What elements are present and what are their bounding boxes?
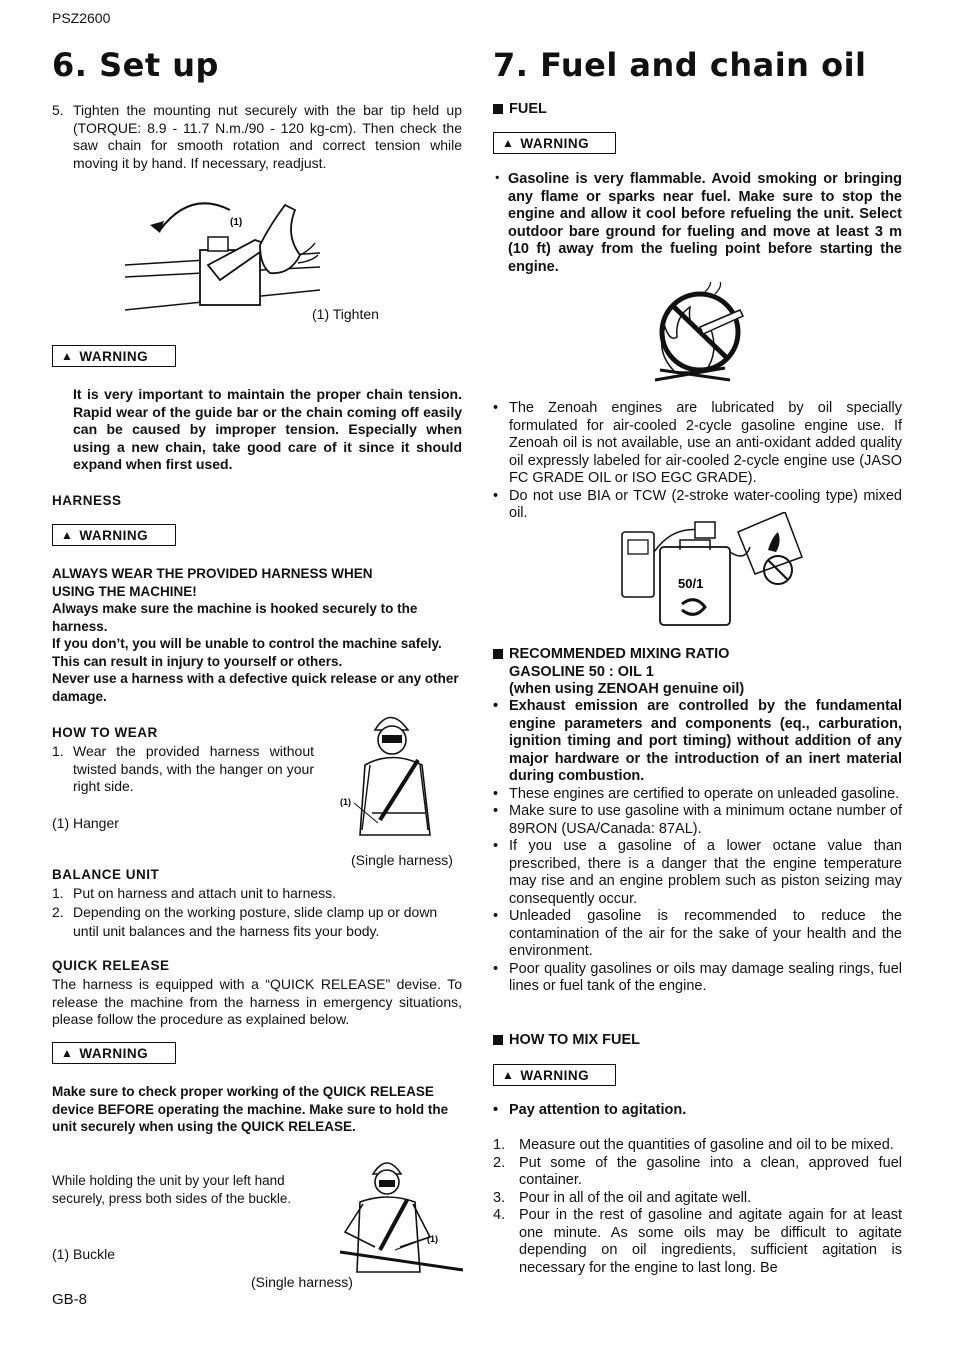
step-text: Wear the provided harness without twisted bands, with the hanger on your right side.: [73, 743, 314, 794]
quick-release-text: The harness is equipped with a “QUICK RELEASE” devise. To release the machine from the harness in emergency situations, please follow the procedure as explained below.: [52, 976, 462, 1027]
harness-warning-text: [52, 565, 462, 705]
step-text: Pour in the rest of gasoline and agitate again for at least one minute. As some oils may be difficult to agitate depending on oil ingredients, sufficient agitation is necessary for the engine to last long. Be: [519, 1207, 902, 1276]
fuel-heading-text: FUEL: [509, 101, 547, 117]
harness-figure-caption: (Single harness): [351, 852, 453, 868]
how-to-wear-step: [52, 743, 314, 796]
hanger-callout: (1): [340, 797, 351, 807]
warning-badge: [52, 345, 176, 367]
fuel-warning: [490, 171, 902, 276]
mix-bullet-text: If you use a gasoline of a lower octane value than prescribed, there is a danger that the engine temperature may rise and an engine problem such as piston seizing may consequently occur.: [509, 838, 902, 907]
step-5: [52, 102, 462, 172]
quick-release-warning: Make sure to check proper working of the QUICK RELEASE device BEFORE operating the machine. Make sure to hold the unit securely when using the QUICK RELEASE.: [52, 1084, 449, 1134]
step-number: 2.: [52, 903, 64, 920]
quick-release-heading: QUICK RELEASE: [52, 958, 170, 973]
hanger-caption: (1) Hanger: [52, 815, 119, 831]
quick-release-figure-caption: (Single harness): [251, 1274, 353, 1290]
step-number: 1.: [52, 743, 64, 759]
mixing-ratio-value: GASOLINE 50 : OIL 1: [509, 663, 654, 680]
balance-unit-heading: BALANCE UNIT: [52, 867, 160, 882]
square-bullet-icon: [493, 104, 503, 114]
how-to-mix-heading: [493, 1032, 640, 1048]
model-number: PSZ2600: [52, 10, 111, 26]
mixing-bullets: • Exhaust emission are controlled by the fundamental engine parameters and components (eq., carburation, ignition timing and port timing) without addition of any major hardware or the introduction of an inert material during combustion. • These engines are certified to operate on unleaded gasoline. • Make sure to use gasoline with a minimum octane number of 89RON (USA/Canada: 87AL). • If you use a gasoline of a lower octane value than prescribed, there is a danger that the engine temperature may rise and an engine problem such as piston seizing may consequently occur. • Unleaded gasoline is recommended to reduce the contamination of the air for the sake of your health and the environment. • Poor quality gasolines or oils may damage sealing rings, fuel lines or fuel tank of the engine.: [493, 698, 902, 994]
step-text: Depending on the working posture, slide clamp up or down until unit balances and the harness fits your body.: [73, 903, 438, 939]
tighten-callout: (1): [230, 217, 243, 228]
mix-steps: [493, 1137, 902, 1277]
warning-triangle-icon: ▲: [502, 136, 515, 150]
warning-label: WARNING: [520, 135, 590, 151]
step-number: 5.: [52, 102, 64, 118]
harness-warning-line: Never use a harness with a defective quick release or any other damage.: [52, 671, 459, 704]
warning-label: WARNING: [79, 1045, 149, 1061]
mixing-ratio-heading: [493, 646, 744, 699]
square-bullet-icon: [493, 649, 503, 659]
fuel-warning-text: Gasoline is very flammable. Avoid smoking or bringing any flame or sparks near fuel. Make sure to stop the engine and allow it cool before refueling the unit. Select outdoor bare ground for fueling and move at least 3 m (10 ft) away from the fueling point before starting the engine.: [508, 171, 902, 275]
step-text: Measure out the quantities of gasoline and oil to be mixed.: [519, 1137, 894, 1153]
step-text: Put on harness and attach unit to harness.: [73, 885, 337, 901]
mix-ratio-label: 50/1: [678, 576, 704, 591]
mix-bullet-text: Unleaded gasoline is recommended to reduce the contamination of the air for the sake of your health and the environment.: [509, 908, 902, 959]
mix-bullet-text: Poor quality gasolines or oils may damage sealing rings, fuel lines or fuel tank of the engine.: [509, 960, 902, 994]
tighten-caption: (1) Tighten: [312, 306, 379, 322]
square-bullet-icon: [493, 1035, 503, 1045]
step-number: 4.: [493, 1207, 506, 1223]
step-number: 1.: [493, 1137, 506, 1153]
buckle-caption: (1) Buckle: [52, 1246, 116, 1262]
emission-bullet-text: Exhaust emission are controlled by the fundamental engine parameters and components (eq., carburation, ignition timing and port timing) without addition of any major hardware or the introduction of an inert material during combustion.: [509, 698, 902, 784]
oil-bullet-text: Do not use BIA or TCW (2-stroke water-cooling type) mixed oil.: [509, 487, 902, 521]
how-to-wear-heading: HOW TO WEAR: [52, 725, 158, 740]
mix-bullet-text: These engines are certified to operate on unleaded gasoline.: [509, 785, 900, 802]
section-title-setup: 6. Set up: [52, 46, 219, 84]
harness-warning-line: ALWAYS WEAR THE PROVIDED HARNESS WHEN USING THE MACHINE!: [52, 566, 373, 599]
tighten-nut-illustration: [120, 185, 320, 325]
warning-badge: [493, 132, 616, 154]
warning-chain-tension: It is very important to maintain the proper chain tension. Rapid wear of the guide bar or the chain coming off easily can be caused by improper tension. Especially when using a new chain, take good care of it since it should expand when first used.: [73, 386, 462, 472]
oil-bullets: • The Zenoah engines are lubricated by oil specially formulated for air-cooled 2-cycle gasoline engine use. If Zenoah oil is not available, use an anti-oxidant added quality oil expressly labeled for air-cooled 2-cycle engine use (JASO FC GRADE OIL or ISO EGC GRADE). • Do not use BIA or TCW (2-stroke water-cooling type) mixed oil.: [493, 400, 902, 521]
agitation-text: Pay attention to agitation.: [509, 1102, 687, 1118]
warning-triangle-icon: ▲: [61, 1046, 74, 1060]
harness-heading: HARNESS: [52, 493, 122, 508]
warning-label: WARNING: [520, 1067, 590, 1083]
bullet: ・: [490, 171, 505, 187]
step-text: Put some of the gasoline into a clean, approved fuel container.: [519, 1154, 902, 1188]
harness-wearer-illustration: [340, 705, 445, 850]
warning-triangle-icon: ▲: [502, 1068, 515, 1082]
no-smoking-no-fire-icon: [645, 282, 745, 387]
warning-label: WARNING: [79, 527, 149, 543]
step-number: 1.: [52, 885, 64, 901]
fuel-can-mix-illustration: [620, 512, 805, 627]
warning-triangle-icon: ▲: [61, 349, 74, 363]
warning-badge: [52, 1042, 176, 1064]
fuel-heading: [493, 101, 547, 117]
warning-badge: [52, 524, 176, 546]
harness-warning-line: Always make sure the machine is hooked securely to the harness.: [52, 601, 418, 634]
buckle-callout: (1): [427, 1234, 438, 1244]
mixing-ratio-title: RECOMMENDED MIXING RATIO: [509, 646, 730, 662]
step-number: 3.: [493, 1189, 506, 1206]
warning-triangle-icon: ▲: [61, 528, 74, 542]
warning-label: WARNING: [79, 348, 149, 364]
step-text: Tighten the mounting nut securely with the bar tip held up (TORQUE: 8.9 - 11.7 N.m./90 - 120 kg-cm). Then check the saw chain for smooth rotation and correct tension while moving it by hand. If necessary, readjust.: [73, 102, 462, 171]
step-text: Pour in all of the oil and agitate well.: [519, 1189, 752, 1206]
quick-release-illustration: [335, 1152, 463, 1277]
balance-steps: [52, 885, 462, 941]
harness-warning-line: If you don’t, you will be unable to control the machine safely. This can result in injury to yourself or others.: [52, 636, 442, 669]
oil-bullet-text: The Zenoah engines are lubricated by oil specially formulated for air-cooled 2-cycle gasoline engine use. If Zenoah oil is not available, use an anti-oxidant added quality oil expressly labeled for air-cooled 2-cycle engine use (JASO FC GRADE OIL or ISO EGC GRADE).: [509, 400, 902, 486]
mixing-ratio-note: (when using ZENOAH genuine oil): [509, 681, 745, 697]
agitation-warning: • Pay attention to agitation.: [493, 1102, 687, 1118]
step-number: 2.: [493, 1154, 506, 1171]
section-title-fuel: 7. Fuel and chain oil: [493, 46, 867, 84]
page-number: GB-8: [52, 1291, 88, 1308]
mix-bullet-text: Make sure to use gasoline with a minimum octane number of 89RON (USA/Canada: 87AL).: [509, 803, 902, 837]
buckle-instruction: While holding the unit by your left hand securely, press both sides of the buckle.: [52, 1173, 292, 1206]
how-to-mix-heading-text: HOW TO MIX FUEL: [509, 1032, 641, 1048]
warning-badge: [493, 1064, 616, 1086]
